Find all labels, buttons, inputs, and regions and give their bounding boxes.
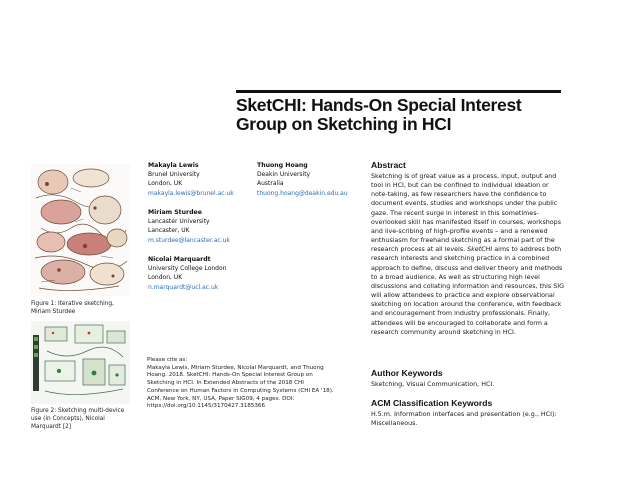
abstract-body xyxy=(371,172,567,337)
author-location: London, UK xyxy=(148,180,183,188)
title-rule xyxy=(236,90,561,93)
citation-text: Makayla Lewis, Miriam Sturdee, Nicolai Marquardt, and Thuong Hoang. 2018. SketCHI: Hands-On Special Interest Group on Sketching in HCI. In Extended Abstracts of the 2018 CHI Conference on Human Factors in Computing Systems (CHI EA '18). ACM, New York, NY, USA, Paper SIG09, 4 pages. DOI: https://doi.org/10.1145/3170427.3185366 xyxy=(147,364,334,410)
author-keywords-text: Sketching, Visual Communication, HCI. xyxy=(371,381,495,388)
author-affil: University College London xyxy=(148,265,227,273)
author-name: Makayla Lewis xyxy=(148,162,199,169)
abstract-text-a: Sketching is of great value as a process, input, output and tool in HCI, but can be confined to individual ideation or note-taking, as few researchers have the confidence to document events, studies and workshops under the public gaze. The recent surge in interest in this sometimes-overlooked skill has manifested itself in courses, workshops and live-scribing of high-profile events – and a renewed enthusiasm for freehand sketching as a formal part of the research process at all levels. xyxy=(371,173,562,254)
author-block-lewis xyxy=(148,161,258,198)
acm-keywords-heading: ACM Classification Keywords xyxy=(371,398,493,408)
author-block-hoang xyxy=(257,161,362,198)
author-location: Lancaster, UK xyxy=(148,227,190,235)
author-block-marquardt xyxy=(148,255,258,292)
author-keywords-heading: Author Keywords xyxy=(371,368,443,378)
author-location: Australia xyxy=(257,180,284,188)
abstract-text-em: SketCHI xyxy=(467,246,493,254)
figure-2-caption: Figure 2: Sketching multi-device use (in Concepts), Nicolai Marquardt [2] xyxy=(31,408,125,430)
author-block-sturdee xyxy=(148,208,258,245)
author-affil: Deakin University xyxy=(257,171,311,179)
author-affil: Brunel University xyxy=(148,171,200,179)
figure-1-caption: Figure 1: Iterative sketching, Miriam Sturdee xyxy=(31,301,114,315)
author-name: Miriam Sturdee xyxy=(148,209,202,216)
citation-block xyxy=(147,357,337,411)
abstract-text-b: aims to address both research interests and sketching practice in a combined approach to define, discuss and deliver theory and methods to a broad audience. As well as structuring high level discussions and collating information and resources, this SIG will allow attendees to practice and explore observational sketching on location around the conference, with feedback and encouragement from industry professionals. Finally, attendees will be encouraged to collaborate and form a research community around sketching in HCI. xyxy=(371,246,565,336)
figure-2-sketch-image xyxy=(31,321,130,404)
acm-keywords-text: H.5.m. Information interfaces and presentation (e.g., HCI): Miscellaneous. xyxy=(371,411,557,428)
author-name: Thuong Hoang xyxy=(257,162,308,169)
author-name: Nicolai Marquardt xyxy=(148,256,211,263)
abstract-heading: Abstract xyxy=(371,160,406,170)
author-affil: Lancaster University xyxy=(148,218,210,226)
author-email[interactable]: m.sturdee@lancaster.ac.uk xyxy=(148,236,230,244)
author-email[interactable]: makayla.lewis@brunel.ac.uk xyxy=(148,189,234,197)
author-location: London, UK xyxy=(148,274,183,282)
author-email[interactable]: thuong.hoang@deakin.edu.au xyxy=(257,189,348,197)
author-email[interactable]: n.marquardt@ucl.ac.uk xyxy=(148,283,219,291)
citation-label: Please cite as: xyxy=(147,357,188,363)
figure-1-sketch-image xyxy=(31,164,130,296)
paper-title: SketCHI: Hands-On Special Interest Group on Sketching in HCI xyxy=(236,95,522,134)
